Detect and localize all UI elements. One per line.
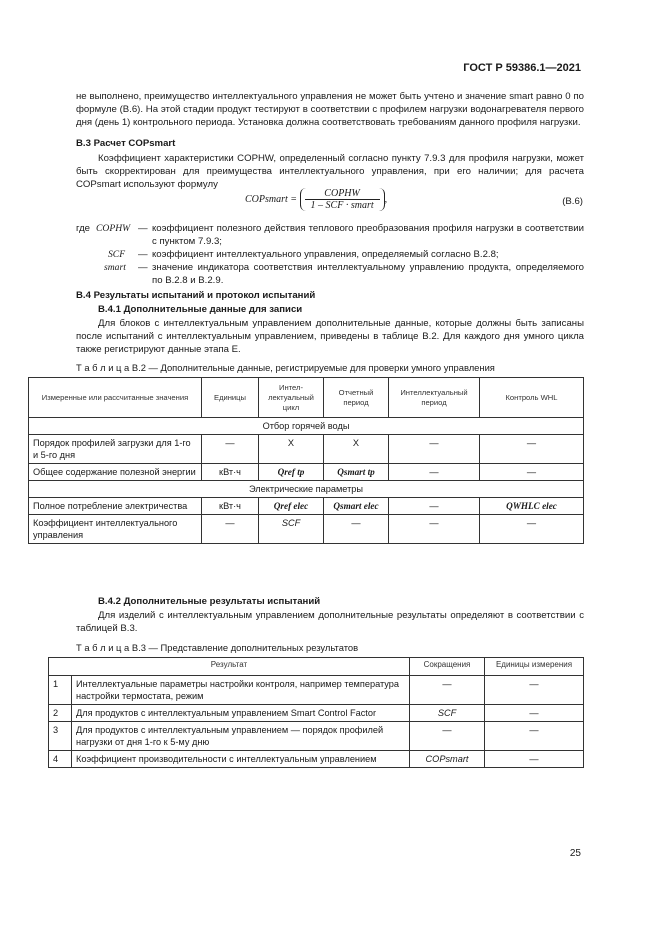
formula-b6 bbox=[245, 188, 387, 211]
table-b3-caption: Т а б л и ц а В.3 — Представление дополнительных результатов bbox=[76, 642, 359, 653]
table-cell: — bbox=[480, 515, 584, 544]
table-cell: — bbox=[324, 515, 389, 544]
table-cell: 2 bbox=[49, 705, 72, 722]
table-cell: кВт·ч bbox=[202, 498, 259, 515]
table-row bbox=[29, 464, 584, 481]
table-cell: COPsmart bbox=[410, 751, 485, 768]
table-cell: SCF bbox=[259, 515, 324, 544]
formula-eq: = bbox=[290, 193, 298, 205]
table-cell: — bbox=[389, 464, 480, 481]
table-cell: Для продуктов с интеллектуальным управлением Smart Control Factor bbox=[72, 705, 410, 722]
table-header-cell: Интел- лектуальный цикл bbox=[259, 378, 324, 418]
table-cell: — bbox=[485, 676, 584, 705]
table-row bbox=[49, 751, 584, 768]
definition-dash: — bbox=[138, 249, 148, 260]
table-cell: Для продуктов с интеллектуальным управлением — порядок профилей нагрузки от дня 1-го к 5-му дню bbox=[72, 722, 410, 751]
table-row bbox=[49, 722, 584, 751]
definition-term: COPHW bbox=[96, 223, 131, 234]
section-b3-title: В.3 Расчет COPsmart bbox=[76, 138, 176, 149]
table-cell: — bbox=[485, 722, 584, 751]
table-cell: — bbox=[410, 722, 485, 751]
section-b41-title: В.4.1 Дополнительные данные для записи bbox=[98, 304, 303, 315]
table-cell: Qsmart elec bbox=[324, 498, 389, 515]
table-cell: — bbox=[202, 435, 259, 464]
table-cell: — bbox=[389, 498, 480, 515]
table-cell: X bbox=[324, 435, 389, 464]
table-cell: X bbox=[259, 435, 324, 464]
paragraph-3: Для блоков с интеллектуальным управлением дополнительные данные, которые должны быть записаны после испытаний с интеллектуальным управлением, приведены в таблице В.2. Для каждого дня умного цикла также регистрируют данные этапа Е. bbox=[76, 318, 584, 356]
paragraph-2: Коэффициент характеристики COPHW, определенный согласно пункту 7.9.3 для профиля нагрузки, может быть скорректирован для преимущества интеллектуального управления, при его наличии; для расчета COPsmart используют формулу bbox=[76, 153, 584, 191]
table-cell: Qref elec bbox=[259, 498, 324, 515]
document-header: ГОСТ Р 59386.1—2021 bbox=[463, 62, 581, 74]
formula-denominator: 1 – SCF · smart bbox=[310, 200, 374, 211]
table-row bbox=[49, 705, 584, 722]
definition-dash: — bbox=[138, 223, 148, 234]
table-cell: Порядок профилей загрузки для 1-го и 5-го дня bbox=[29, 435, 202, 464]
table-row bbox=[49, 676, 584, 705]
definition-dash: — bbox=[138, 262, 148, 273]
table-section-row: Отбор горячей воды bbox=[29, 418, 584, 435]
table-cell: кВт·ч bbox=[202, 464, 259, 481]
table-row bbox=[29, 435, 584, 464]
section-b4-title: В.4 Результаты испытаний и протокол испытаний bbox=[76, 290, 316, 301]
definition-desc: значение индикатора соответствия интеллектуальному управлению продукта, определяемого по В.2.8 и В.2.9. bbox=[152, 262, 584, 287]
definition-desc: коэффициент полезного действия теплового преобразования профиля нагрузки в соответствии с пунктом 7.9.3; bbox=[152, 223, 584, 248]
table-cell: Интеллектуальные параметры настройки контроля, например температура настройки термостата, режим bbox=[72, 676, 410, 705]
table-b2-caption: Т а б л и ц а В.2 — Дополнительные данные, регистрируемые для проверки умного управления bbox=[76, 362, 495, 373]
table-cell: Коэффициент интеллектуального управления bbox=[29, 515, 202, 544]
definition-term: smart bbox=[104, 262, 126, 273]
table-cell: — bbox=[480, 435, 584, 464]
table-section-row: Электрические параметры bbox=[29, 481, 584, 498]
table-cell: Коэффициент производительности с интеллектуальным управлением bbox=[72, 751, 410, 768]
table-header-cell: Измеренные или рассчитанные значения bbox=[29, 378, 202, 418]
table-cell: — bbox=[389, 435, 480, 464]
table-cell: — bbox=[202, 515, 259, 544]
table-b2 bbox=[28, 377, 584, 544]
table-row bbox=[29, 498, 584, 515]
formula-lhs: COPsmart bbox=[245, 193, 288, 205]
section-b42-title: В.4.2 Дополнительные результаты испытаний bbox=[98, 596, 321, 607]
table-b3 bbox=[48, 657, 584, 768]
table-header-cell: Интеллектуальный период bbox=[389, 378, 480, 418]
table-row bbox=[29, 515, 584, 544]
table-cell: Полное потребление электричества bbox=[29, 498, 202, 515]
table-cell: 3 bbox=[49, 722, 72, 751]
table-header-cell: Единицы измерения bbox=[485, 658, 584, 676]
table-header-cell: Единицы bbox=[202, 378, 259, 418]
table-cell: Qsmart tp bbox=[324, 464, 389, 481]
definition-desc: коэффициент интеллектуального управления, определяемый согласно В.2.8; bbox=[152, 249, 499, 260]
definition-term: SCF bbox=[108, 249, 126, 260]
table-cell: SCF bbox=[410, 705, 485, 722]
formula-tail: , bbox=[384, 193, 388, 205]
table-cell: 4 bbox=[49, 751, 72, 768]
table-header-cell: Отчетный период bbox=[324, 378, 389, 418]
table-header-cell: Контроль WHL bbox=[480, 378, 584, 418]
table-cell: — bbox=[410, 676, 485, 705]
paragraph-1: не выполнено, преимущество интеллектуального управления не может быть учтено и значение smart равно 0 по формуле (В.6). На этой стадии продукт тестируют в соответствии с профилем нагрузки водонагревателя первого дня (день 1) контрольного периода. Установка должна соответствовать требованиям данного профиля нагрузки. bbox=[76, 91, 584, 129]
table-cell: — bbox=[485, 705, 584, 722]
paragraph-4: Для изделий с интеллектуальным управлением дополнительные результаты определяют в соответствии с таблицей В.3. bbox=[76, 610, 584, 635]
table-header-cell: Результат bbox=[49, 658, 410, 676]
page-number: 25 bbox=[569, 848, 581, 859]
table-cell: QWHLC elec bbox=[480, 498, 584, 515]
equation-number: (В.6) bbox=[562, 196, 583, 207]
table-cell: Общее содержание полезной энергии bbox=[29, 464, 202, 481]
table-cell: Qref tp bbox=[259, 464, 324, 481]
formula-numerator: COPHW bbox=[305, 188, 380, 200]
table-header-cell: Сокращения bbox=[410, 658, 485, 676]
where-label: где bbox=[76, 223, 91, 234]
table-cell: 1 bbox=[49, 676, 72, 705]
formula-fraction bbox=[300, 188, 385, 211]
table-cell: — bbox=[485, 751, 584, 768]
table-cell: — bbox=[389, 515, 480, 544]
table-cell: — bbox=[480, 464, 584, 481]
definitions-list bbox=[0, 222, 661, 287]
